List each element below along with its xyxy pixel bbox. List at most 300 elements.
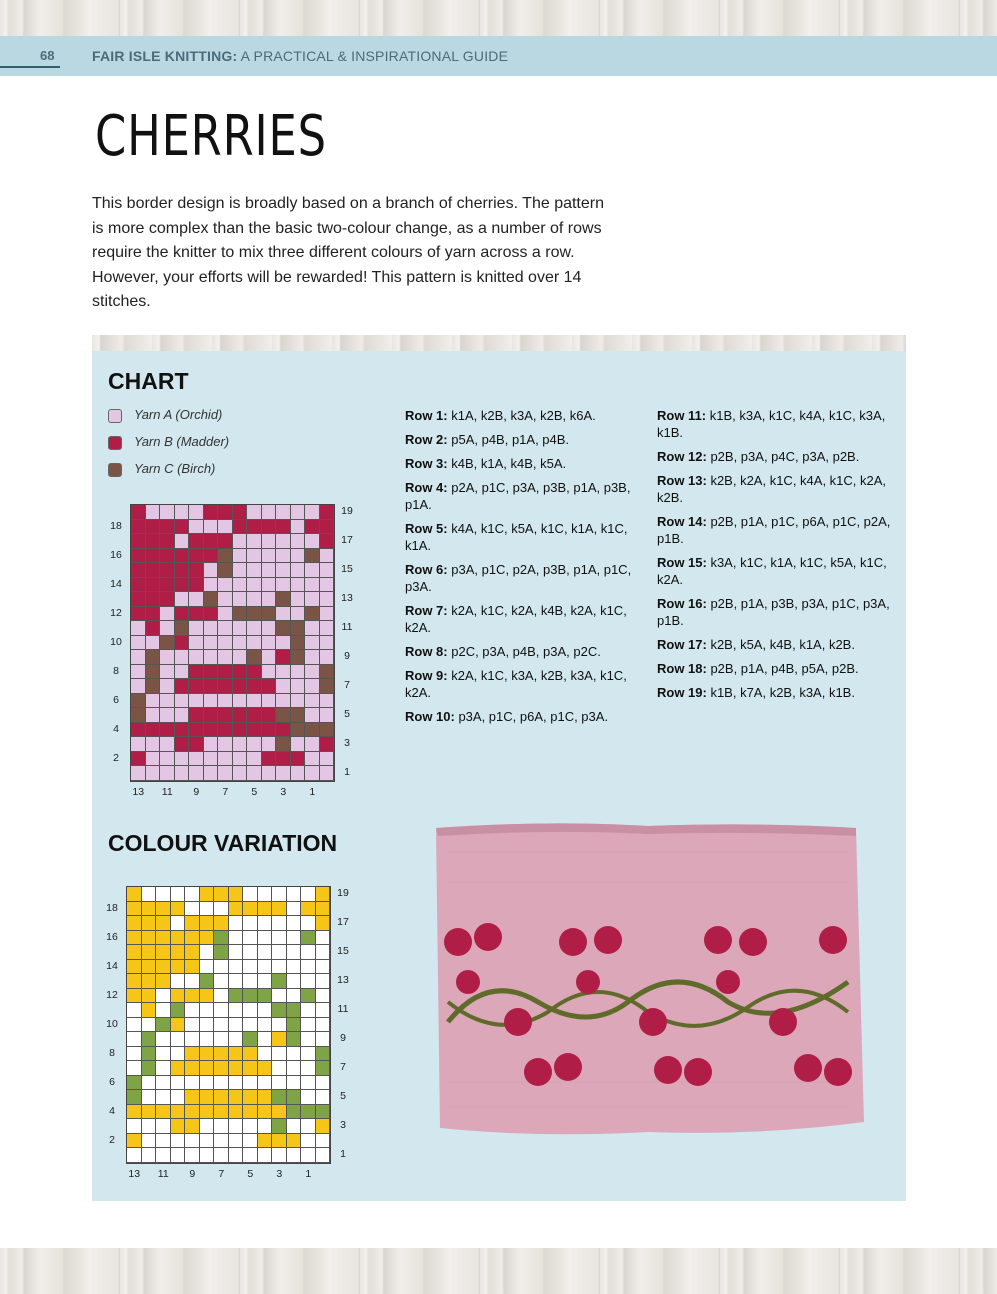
- stitch-number-label: 5: [251, 785, 258, 798]
- chart-cell: [200, 1134, 215, 1149]
- chart-cell: [316, 1003, 331, 1018]
- row-number-label: 13: [341, 592, 353, 604]
- chart-cell: [131, 520, 146, 535]
- chart-cell: [175, 549, 190, 564]
- row-text: p2B, p1A, p4B, p5A, p2B.: [706, 661, 859, 676]
- row-label: Row 14:: [657, 514, 707, 529]
- chart-cell: [243, 1047, 258, 1062]
- chart-cell: [175, 578, 190, 593]
- chart-cell: [291, 549, 306, 564]
- chart-cell: [276, 549, 291, 564]
- chart-cell: [175, 737, 190, 752]
- chart-cell: [320, 563, 335, 578]
- knitting-chart-grid: [130, 504, 335, 782]
- chart-cell: [262, 752, 277, 767]
- row-text: k2A, k1C, k2A, k4B, k2A, k1C, k2A.: [405, 603, 627, 635]
- chart-cell: [160, 636, 175, 651]
- row-number-label: 19: [341, 505, 353, 517]
- chart-cell: [247, 708, 262, 723]
- chart-cell: [131, 505, 146, 520]
- colour-variation-heading: COLOUR VARIATION: [108, 830, 338, 856]
- chart-cell: [233, 737, 248, 752]
- chart-cell: [185, 916, 200, 931]
- chart-cell: [200, 1076, 215, 1091]
- chart-cell: [320, 694, 335, 709]
- chart-cell: [301, 1003, 316, 1018]
- chart-cell: [229, 1090, 244, 1105]
- chart-cell: [229, 931, 244, 946]
- chart-cell: [175, 592, 190, 607]
- chart-cell: [247, 650, 262, 665]
- chart-cell: [287, 989, 302, 1004]
- row-text: k2B, k2A, k1C, k4A, k1C, k2A, k2B.: [657, 473, 887, 505]
- chart-cell: [291, 621, 306, 636]
- chart-cell: [247, 520, 262, 535]
- chart-cell: [142, 1003, 157, 1018]
- chart-cell: [131, 592, 146, 607]
- row-number-label: 14: [106, 959, 118, 972]
- chart-cell: [200, 1061, 215, 1076]
- chart-cell: [276, 650, 291, 665]
- chart-cell: [305, 737, 320, 752]
- chart-cell: [301, 1119, 316, 1134]
- chart-cell: [305, 520, 320, 535]
- chart-cell: [214, 1105, 229, 1120]
- row-number-label: 4: [113, 722, 119, 735]
- chart-cell: [262, 665, 277, 680]
- chart-cell: [276, 694, 291, 709]
- chart-cell: [272, 887, 287, 902]
- chart-cell: [204, 723, 219, 738]
- chart-cell: [185, 887, 200, 902]
- row-number-label: 5: [340, 1090, 346, 1102]
- row-number-label: 8: [113, 664, 119, 677]
- chart-cell: [214, 1032, 229, 1047]
- chart-cell: [233, 665, 248, 680]
- chart-cell: [291, 694, 306, 709]
- chart-cell: [189, 592, 204, 607]
- chart-cell: [316, 960, 331, 975]
- chart-cell: [287, 960, 302, 975]
- chart-cell: [171, 1090, 186, 1105]
- chart-cell: [276, 534, 291, 549]
- chart-cell: [218, 636, 233, 651]
- chart-cell: [258, 974, 273, 989]
- row-label: Row 1:: [405, 408, 448, 423]
- row-instruction: [405, 602, 645, 636]
- row-instruction: [657, 407, 897, 441]
- chart-cell: [200, 916, 215, 931]
- chart-cell: [175, 534, 190, 549]
- chart-cell: [160, 665, 175, 680]
- page-title: CHERRIES: [95, 104, 327, 169]
- chart-cell: [287, 1032, 302, 1047]
- instructions-column-1: [405, 407, 645, 732]
- chart-cell: [229, 945, 244, 960]
- page-number: 68: [40, 48, 55, 63]
- chart-cell: [316, 931, 331, 946]
- chart-cell: [175, 505, 190, 520]
- chart-cell: [127, 1105, 142, 1120]
- row-label: Row 12:: [657, 449, 707, 464]
- chart-cell: [276, 505, 291, 520]
- chart-cell: [131, 563, 146, 578]
- chart-cell: [156, 960, 171, 975]
- chart-cell: [320, 766, 335, 781]
- chart-cell: [142, 1105, 157, 1120]
- chart-cell: [287, 1148, 302, 1163]
- chart-cell: [320, 592, 335, 607]
- book-title-bold: FAIR ISLE KNITTING:: [92, 48, 238, 64]
- chart-cell: [171, 1032, 186, 1047]
- chart-cell: [146, 766, 161, 781]
- chart-cell: [214, 1090, 229, 1105]
- chart-cell: [233, 534, 248, 549]
- chart-cell: [200, 945, 215, 960]
- chart-cell: [146, 752, 161, 767]
- chart-cell: [189, 578, 204, 593]
- row-text: k4B, k1A, k4B, k5A.: [447, 456, 567, 471]
- chart-cell: [316, 1134, 331, 1149]
- chart-cell: [301, 989, 316, 1004]
- chart-cell: [229, 1105, 244, 1120]
- chart-cell: [301, 887, 316, 902]
- chart-cell: [316, 1119, 331, 1134]
- chart-cell: [189, 607, 204, 622]
- chart-cell: [243, 989, 258, 1004]
- chart-cell: [204, 708, 219, 723]
- chart-cell: [272, 1134, 287, 1149]
- chart-cell: [301, 960, 316, 975]
- chart-cell: [171, 1105, 186, 1120]
- chart-cell: [316, 1018, 331, 1033]
- instructions-column-2: [657, 407, 897, 708]
- chart-cell: [204, 534, 219, 549]
- chart-cell: [214, 1076, 229, 1091]
- chart-cell: [185, 945, 200, 960]
- chart-cell: [131, 708, 146, 723]
- chart-cell: [301, 1148, 316, 1163]
- chart-heading: CHART: [108, 368, 189, 394]
- chart-cell: [218, 534, 233, 549]
- chart-cell: [287, 916, 302, 931]
- chart-cell: [305, 621, 320, 636]
- chart-cell: [214, 931, 229, 946]
- row-instruction: [657, 595, 897, 629]
- chart-cell: [258, 1032, 273, 1047]
- chart-cell: [142, 887, 157, 902]
- chart-cell: [305, 636, 320, 651]
- row-text: k2A, k1C, k3A, k2B, k3A, k1C, k2A.: [405, 668, 627, 700]
- chart-cell: [146, 621, 161, 636]
- chart-cell: [301, 1047, 316, 1062]
- chart-cell: [185, 960, 200, 975]
- chart-cell: [156, 1148, 171, 1163]
- chart-cell: [175, 766, 190, 781]
- chart-cell: [214, 989, 229, 1004]
- chart-cell: [218, 708, 233, 723]
- chart-cell: [262, 534, 277, 549]
- chart-cell: [142, 1134, 157, 1149]
- chart-cell: [127, 902, 142, 917]
- chart-cell: [171, 1076, 186, 1091]
- chart-cell: [276, 520, 291, 535]
- chart-cell: [175, 563, 190, 578]
- chart-cell: [301, 931, 316, 946]
- chart-cell: [156, 989, 171, 1004]
- chart-cell: [214, 974, 229, 989]
- chart-cell: [127, 1047, 142, 1062]
- chart-cell: [160, 766, 175, 781]
- panel-wood-strip: [92, 335, 906, 351]
- book-title: [92, 48, 508, 64]
- row-instruction: [657, 636, 897, 653]
- chart-cell: [160, 592, 175, 607]
- stitch-number-label: 11: [157, 1167, 169, 1180]
- chart-cell: [218, 563, 233, 578]
- row-number-label: 12: [110, 606, 122, 619]
- chart-cell: [305, 723, 320, 738]
- chart-cell: [243, 945, 258, 960]
- chart-cell: [146, 549, 161, 564]
- chart-cell: [320, 520, 335, 535]
- chart-cell: [142, 1032, 157, 1047]
- swatch-icon: [108, 436, 122, 450]
- chart-cell: [127, 1076, 142, 1091]
- legend-label: Yarn B (Madder): [134, 434, 230, 449]
- chart-cell: [233, 621, 248, 636]
- chart-cell: [204, 694, 219, 709]
- chart-cell: [233, 650, 248, 665]
- chart-cell: [233, 723, 248, 738]
- chart-cell: [160, 520, 175, 535]
- chart-cell: [171, 1061, 186, 1076]
- chart-cell: [160, 650, 175, 665]
- chart-cell: [301, 1076, 316, 1091]
- chart-cell: [171, 1047, 186, 1062]
- chart-cell: [320, 723, 335, 738]
- chart-cell: [305, 694, 320, 709]
- row-number-label: 1: [340, 1148, 346, 1160]
- chart-cell: [262, 650, 277, 665]
- chart-cell: [160, 549, 175, 564]
- chart-cell: [301, 945, 316, 960]
- row-label: Row 9:: [405, 668, 448, 683]
- chart-cell: [229, 1003, 244, 1018]
- chart-cell: [171, 1134, 186, 1149]
- row-number-label: 6: [113, 693, 119, 706]
- row-label: Row 19:: [657, 685, 707, 700]
- chart-cell: [305, 650, 320, 665]
- chart-cell: [247, 723, 262, 738]
- stitch-number-label: 7: [222, 785, 229, 798]
- chart-cell: [247, 766, 262, 781]
- chart-cell: [316, 1076, 331, 1091]
- chart-cell: [229, 974, 244, 989]
- chart-cell: [305, 563, 320, 578]
- chart-cell: [204, 766, 219, 781]
- chart-cell: [127, 1134, 142, 1149]
- row-instruction: [405, 667, 645, 701]
- chart-cell: [146, 694, 161, 709]
- chart-cell: [276, 621, 291, 636]
- chart-cell: [272, 1105, 287, 1120]
- chart-cell: [291, 607, 306, 622]
- chart-cell: [127, 1018, 142, 1033]
- chart-cell: [305, 607, 320, 622]
- chart-cell: [156, 1134, 171, 1149]
- chart-cell: [204, 607, 219, 622]
- chart-cell: [160, 621, 175, 636]
- chart-cell: [276, 636, 291, 651]
- stitch-number-label: 9: [189, 1167, 196, 1180]
- chart-cell: [229, 1148, 244, 1163]
- chart-cell: [185, 1003, 200, 1018]
- chart-cell: [131, 607, 146, 622]
- row-number-label: 15: [337, 945, 349, 957]
- chart-cell: [276, 766, 291, 781]
- chart-cell: [258, 1047, 273, 1062]
- chart-cell: [175, 636, 190, 651]
- chart-cell: [200, 989, 215, 1004]
- row-label: Row 8:: [405, 644, 448, 659]
- chart-cell: [156, 945, 171, 960]
- chart-cell: [189, 549, 204, 564]
- row-label: Row 7:: [405, 603, 448, 618]
- chart-cell: [200, 1119, 215, 1134]
- chart-cell: [204, 665, 219, 680]
- chart-cell: [146, 708, 161, 723]
- row-label: Row 4:: [405, 480, 448, 495]
- row-instruction: [657, 660, 897, 677]
- row-number-label: 18: [106, 901, 118, 914]
- chart-cell: [204, 549, 219, 564]
- chart-cell: [287, 945, 302, 960]
- chart-cell: [214, 1061, 229, 1076]
- chart-cell: [229, 887, 244, 902]
- chart-cell: [142, 945, 157, 960]
- chart-cell: [175, 708, 190, 723]
- chart-cell: [189, 650, 204, 665]
- row-instruction: [405, 431, 645, 448]
- chart-cell: [156, 1119, 171, 1134]
- chart-cell: [142, 916, 157, 931]
- chart-cell: [258, 1061, 273, 1076]
- chart-cell: [233, 636, 248, 651]
- chart-cell: [258, 1090, 273, 1105]
- chart-cell: [204, 578, 219, 593]
- row-label: Row 3:: [405, 456, 448, 471]
- chart-cell: [316, 1061, 331, 1076]
- chart-cell: [291, 650, 306, 665]
- chart-cell: [142, 989, 157, 1004]
- chart-cell: [247, 578, 262, 593]
- chart-cell: [243, 1105, 258, 1120]
- chart-cell: [146, 665, 161, 680]
- chart-cell: [305, 534, 320, 549]
- chart-cell: [171, 887, 186, 902]
- chart-cell: [200, 974, 215, 989]
- row-instruction: [405, 455, 645, 472]
- chart-cell: [287, 1119, 302, 1134]
- chart-cell: [301, 916, 316, 931]
- chart-cell: [276, 592, 291, 607]
- chart-cell: [189, 752, 204, 767]
- chart-cell: [146, 534, 161, 549]
- chart-cell: [200, 1003, 215, 1018]
- stitch-number-label: 11: [161, 785, 173, 798]
- row-label: Row 10:: [405, 709, 455, 724]
- row-label: Row 13:: [657, 473, 707, 488]
- chart-cell: [142, 1047, 157, 1062]
- row-number-label: 18: [110, 519, 122, 532]
- chart-cell: [301, 974, 316, 989]
- chart-cell: [146, 650, 161, 665]
- chart-cell: [229, 1076, 244, 1091]
- chart-cell: [185, 974, 200, 989]
- chart-cell: [131, 578, 146, 593]
- chart-cell: [218, 549, 233, 564]
- chart-cell: [214, 916, 229, 931]
- row-number-label: 9: [344, 650, 350, 662]
- chart-cell: [276, 723, 291, 738]
- chart-cell: [229, 1119, 244, 1134]
- chart-cell: [200, 1047, 215, 1062]
- chart-cell: [204, 636, 219, 651]
- chart-cell: [258, 1105, 273, 1120]
- chart-cell: [247, 665, 262, 680]
- chart-cell: [305, 665, 320, 680]
- chart-cell: [189, 520, 204, 535]
- chart-cell: [171, 1003, 186, 1018]
- chart-cell: [229, 960, 244, 975]
- chart-cell: [316, 887, 331, 902]
- chart-cell: [156, 1047, 171, 1062]
- chart-cell: [175, 520, 190, 535]
- chart-cell: [175, 694, 190, 709]
- chart-cell: [305, 505, 320, 520]
- chart-cell: [185, 1119, 200, 1134]
- chart-cell: [233, 563, 248, 578]
- row-number-label: 4: [109, 1104, 115, 1117]
- row-number-label: 11: [341, 621, 353, 633]
- row-instruction: [405, 520, 645, 554]
- chart-cell: [189, 636, 204, 651]
- chart-cell: [214, 1148, 229, 1163]
- chart-cell: [272, 1018, 287, 1033]
- chart-cell: [218, 766, 233, 781]
- stitch-number-label: 3: [280, 785, 287, 798]
- chart-cell: [276, 578, 291, 593]
- chart-cell: [185, 931, 200, 946]
- chart-cell: [218, 592, 233, 607]
- chart-cell: [156, 887, 171, 902]
- row-instruction: [657, 472, 897, 506]
- chart-cell: [185, 1018, 200, 1033]
- chart-cell: [301, 1018, 316, 1033]
- chart-cell: [189, 723, 204, 738]
- chart-cell: [229, 1018, 244, 1033]
- chart-cell: [204, 621, 219, 636]
- wood-background-top: [0, 0, 997, 36]
- row-number-label: 13: [337, 974, 349, 986]
- chart-cell: [287, 887, 302, 902]
- chart-cell: [131, 636, 146, 651]
- row-instruction: [657, 448, 897, 465]
- chart-cell: [316, 1090, 331, 1105]
- chart-cell: [171, 916, 186, 931]
- chart-cell: [287, 974, 302, 989]
